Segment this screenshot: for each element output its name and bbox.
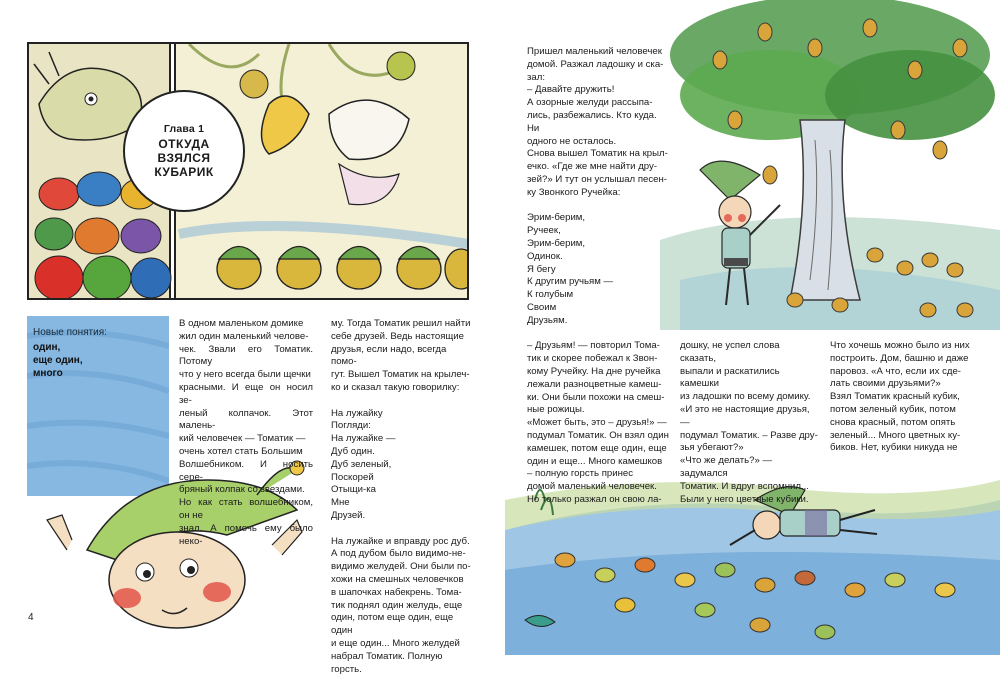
text-line: дошку, не успел слова сказать,	[680, 340, 780, 364]
text-line: паровоз. «А что, если их сде-	[830, 365, 962, 377]
poem-line: Одинок.	[527, 250, 563, 262]
text-line: зал:	[527, 71, 545, 83]
text-line: чек. Звали его Томатик. Потому	[179, 343, 313, 368]
text-line: знал. А помочь ему было неко-	[179, 522, 313, 547]
illustration-art	[29, 44, 469, 300]
text-column-4	[680, 340, 818, 506]
text-column-3	[527, 46, 669, 507]
text-line: тик и скорее побежал к Звон-	[527, 353, 658, 365]
text-line: тик поднял один желудь, еще	[331, 599, 463, 611]
text-line: домой. Разжал ладошку и ска-	[527, 58, 664, 70]
text-line: Пришел маленький человечек	[527, 46, 662, 57]
text-line: лать своими друзьями?»	[830, 378, 941, 390]
concept-item: еще один,	[33, 355, 83, 366]
poem-line: Поскорей	[331, 471, 374, 483]
text-line: А под дубом было видимо-не-	[331, 548, 466, 560]
concept-item: много	[33, 368, 63, 379]
poem-line: Эрим-берим,	[527, 237, 586, 249]
page-number: 4	[28, 612, 34, 623]
text-line: «И это не настоящие друзья, —	[680, 403, 810, 428]
text-line: Снова вышел Томатик на крыл-	[527, 148, 668, 160]
text-line: очень хотел стать Большим	[179, 445, 303, 457]
poem-line: Своим	[527, 301, 557, 313]
text-line: Томатик. И вдруг вспомнил...	[680, 480, 809, 492]
poem-line: Дуб один.	[331, 445, 375, 457]
poem-line: Друзьям.	[527, 314, 568, 326]
text-line: – Друзьям! — повторил Тома-	[527, 340, 660, 352]
text-line: му. Тогда Томатик решил найти	[331, 318, 471, 329]
concept-item: один,	[33, 342, 61, 353]
chapter-illustration	[27, 42, 469, 300]
text-line: домой маленький человечек.	[527, 481, 657, 493]
text-line: – Давайте дружить!	[527, 84, 615, 96]
text-line: ечко. «Где же мне найти дру-	[527, 161, 658, 173]
text-line: выпали и раскатились камешки	[680, 365, 780, 390]
text-line: ко и сказал такую говорилку:	[331, 381, 460, 393]
poem-line: Мне	[331, 497, 350, 509]
text-line: леный колпачок. Этот малень-	[179, 407, 313, 432]
text-line: гут. Вышел Томатик на крылеч-	[331, 369, 470, 381]
poem-line: Ручеек,	[527, 225, 561, 237]
text-line: А озорные желуди рассыпа-	[527, 97, 653, 109]
text-line: «Что же делать?» — задумался	[680, 455, 773, 479]
text-line: кий человечек — Томатик —	[179, 433, 306, 445]
text-line: Были у него цветные кубики.	[680, 493, 809, 505]
concepts-list	[33, 341, 83, 380]
text-line: ные рожицы.	[527, 404, 585, 416]
text-line: Взял Томатик красный кубик,	[830, 391, 960, 403]
poem-line: Отыщи-ка	[331, 484, 376, 496]
poem-line: Погляди:	[331, 420, 371, 432]
poem-line: Я бегу	[527, 263, 556, 275]
poem-line: Дуб зеленый,	[331, 458, 392, 470]
text-line: снова красный, потом опять	[830, 416, 956, 428]
text-line: «Может быть, это – друзья!» —	[527, 417, 667, 429]
text-line: жил один маленький челове-	[179, 330, 309, 342]
text-line: Но как стать волшебником, он не	[179, 497, 313, 521]
text-line: лежали разноцветные камеш-	[527, 378, 662, 390]
text-column-1	[179, 318, 313, 548]
text-line: Но только разжал он свою ла-	[527, 493, 662, 505]
text-line: лись, разбежались. Кто куда. Ни	[527, 109, 657, 134]
text-line: На лужайке и вправду рос дуб.	[331, 535, 470, 547]
oak-tree-illustration	[660, 0, 1000, 330]
poem-line: Друзей.	[331, 509, 366, 521]
chapter-title: ОТКУДА ВЗЯЛСЯ КУБАРИК	[154, 137, 214, 179]
text-line: зья убегают?»	[680, 442, 744, 454]
poem-line: На лужайку	[331, 407, 383, 419]
text-line: зей?» И тут он услышал песен-	[527, 173, 667, 185]
text-line: ки. Они были похожи на смеш-	[527, 391, 665, 403]
text-line: хожи на смешных человечков	[331, 573, 464, 585]
text-line: видимо желудей. Они были по-	[331, 561, 471, 573]
text-line: кому Ручейку. На дне ручейка	[527, 365, 661, 377]
text-line: подумал Томатик. – Разве дру-	[680, 429, 818, 441]
text-line: камешек, потом еще один, еще	[527, 442, 667, 454]
poem-line: К голубым	[527, 289, 574, 301]
text-line: потом зеленый кубик, потом	[830, 403, 956, 415]
text-line: красными. И еще он носил зе-	[179, 381, 313, 406]
text-column-2	[331, 318, 471, 676]
text-line: Волшебником. И носить сере-	[179, 458, 313, 483]
text-line: подумал Томатик. Он взял один	[527, 429, 669, 441]
text-line: себе друзей. Ведь настоящие	[331, 330, 464, 342]
poem-line: К другим ручьям —	[527, 276, 614, 288]
concepts-label: Новые понятия:	[33, 327, 107, 338]
text-line: В одном маленьком домике	[179, 318, 304, 329]
text-line: из ладошки по всему домику.	[680, 391, 811, 403]
text-line: ку Звонкого Ручейка:	[527, 186, 621, 198]
text-line: друзья, если надо, всегда помо-	[331, 343, 447, 368]
text-line: одного не осталось.	[527, 135, 617, 147]
text-line: и еще один... Много желудей	[331, 637, 460, 649]
text-line: – полную горсть принес	[527, 468, 634, 480]
text-line: один и еще... Много камешков	[527, 455, 663, 467]
text-line: один, потом еще один, еще один	[331, 612, 454, 637]
text-line: зеленый... Много цветных ку-	[830, 429, 961, 441]
poem-line: Эрим-берим,	[527, 212, 586, 224]
text-line: биков. Нет, кубики никуда не	[830, 442, 958, 454]
text-line: построить. Дом, башню и даже	[830, 352, 969, 364]
chapter-heading	[123, 90, 245, 212]
text-line: набрал Томатик. Полную горсть.	[331, 650, 443, 675]
poem-line: На лужайке —	[331, 433, 396, 445]
text-line: что у него всегда были щечки	[179, 369, 311, 381]
text-line: Что хочешь можно было из них	[830, 340, 970, 351]
text-line: в шапочках набекрень. Тома-	[331, 586, 462, 598]
chapter-number: Глава 1	[163, 123, 205, 135]
text-line: бряный колпак со звездами.	[179, 484, 305, 496]
text-column-5	[830, 340, 975, 455]
